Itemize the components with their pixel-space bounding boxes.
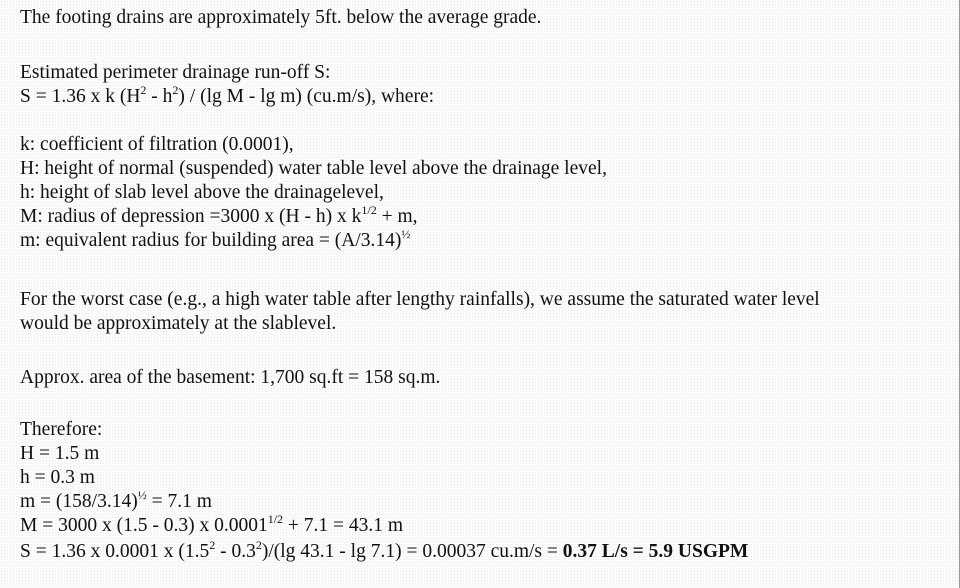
definition-text: M: radius of depression =3000 x (H - h) x k (20, 206, 362, 227)
area-text: Approx. area of the basement: 1,700 sq.ft = 158 sq.m. (20, 367, 441, 388)
calc-h: h = 0.3 m (20, 467, 95, 488)
definition-text: m: equivalent radius for building area = (A/3.14) (20, 230, 402, 251)
calc-M (20, 514, 403, 538)
definition-text: + m, (376, 206, 418, 227)
calc-exponent: 2 (209, 538, 216, 552)
calc-m (20, 490, 212, 514)
definition-m (20, 229, 410, 253)
runoff-formula (20, 85, 434, 109)
calc-exponent: 1/2 (267, 512, 284, 526)
definition-H: H: height of normal (suspended) water table level above the drainage level, (20, 158, 607, 179)
formula-exponent: 2 (140, 83, 147, 97)
calc-text: = 7.1 m (146, 491, 212, 512)
calc-text: + 7.1 = 43.1 m (283, 515, 404, 536)
calc-text: M = 3000 x (1.5 - 0.3) x 0.0001 (20, 515, 268, 536)
calc-S (20, 540, 748, 564)
definition-k: k: coefficient of filtration (0.0001), (20, 134, 294, 155)
formula-text: ) / (lg M - lg m) (cu.m/s), where: (178, 86, 435, 107)
calc-text: - 0.3 (215, 541, 256, 562)
definition-exponent: 1/2 (361, 203, 377, 217)
formula-text: - h (146, 86, 173, 107)
calc-exponent: ½ (137, 488, 147, 502)
definition-exponent: ½ (401, 227, 411, 241)
calc-text: m = (158/3.14) (20, 491, 138, 512)
definition-M (20, 205, 418, 229)
calc-H: H = 1.5 m (20, 443, 100, 464)
worst-case-line-1: For the worst case (e.g., a high water table after lengthy rainfalls), we assume the saturated water level (20, 289, 820, 310)
intro-text: The footing drains are approximately 5ft. below the average grade. (20, 7, 542, 28)
calc-text: S = 1.36 x 0.0001 x (1.5 (20, 541, 210, 562)
definition-h: h: height of slab level above the drainagelevel, (20, 182, 384, 203)
calc-exponent: 2 (255, 538, 262, 552)
runoff-heading: Estimated perimeter drainage run-off S: (20, 62, 331, 83)
calc-heading: Therefore: (20, 419, 103, 440)
formula-exponent: 2 (172, 83, 179, 97)
worst-case-line-2: would be approximately at the slablevel. (20, 313, 337, 334)
result-bold: 0.37 L/s = 5.9 USGPM (562, 541, 749, 562)
formula-text: S = 1.36 x k (H (20, 86, 141, 107)
calc-text: )/(lg 43.1 - lg 7.1) = 0.00037 cu.m/s = (261, 541, 563, 562)
